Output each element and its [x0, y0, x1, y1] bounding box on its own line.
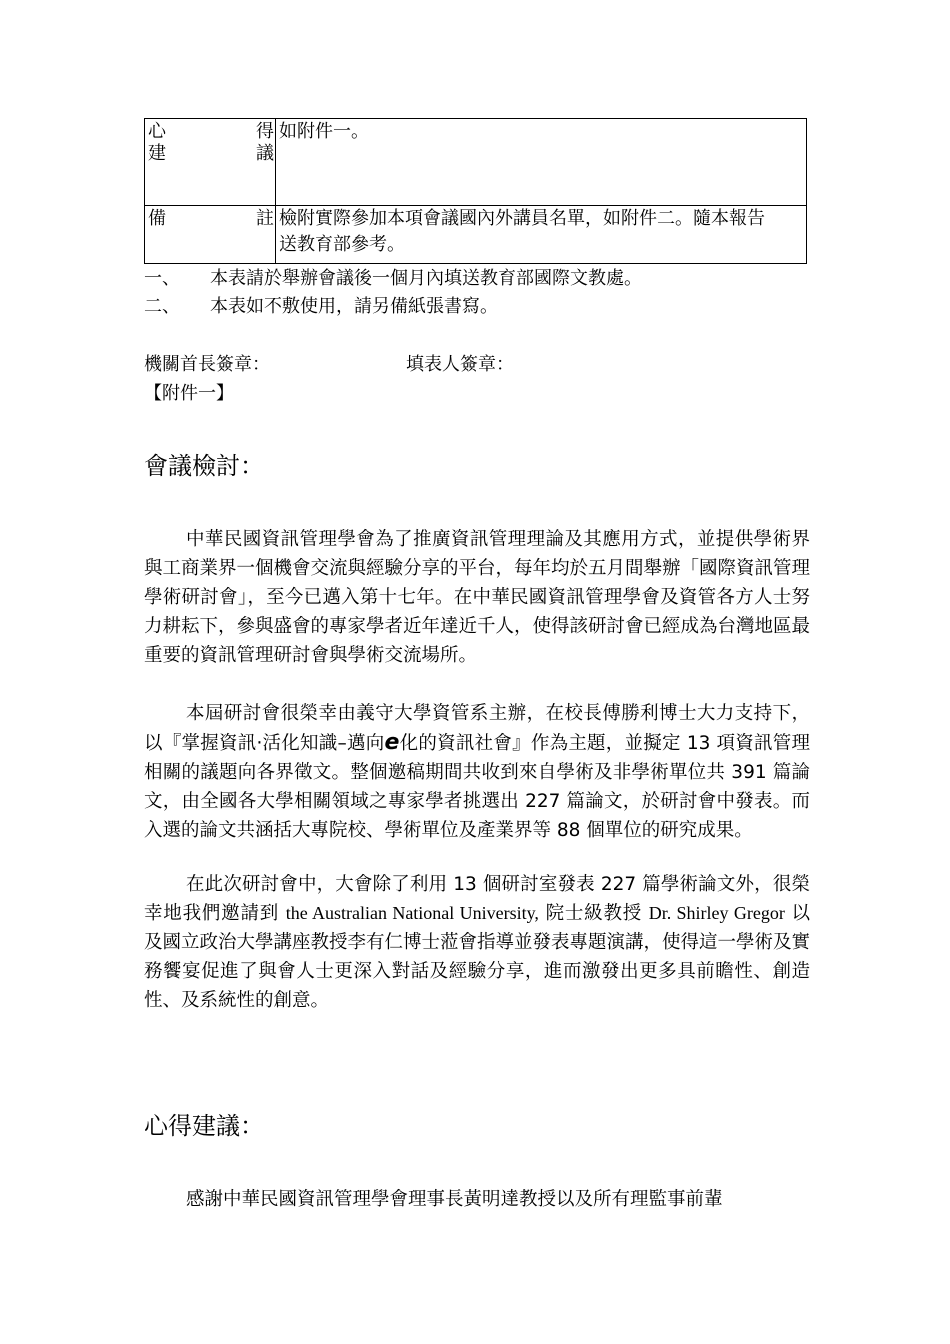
paragraph-text: 以及國立政治大學講座教授李有仁博士蒞會指導並發表專題演講，使得這一學術及實務饗宴促進了與會人士更深入對話及經驗分享，進而激發出更多具前瞻性、創造性、及系統性的創意。: [144, 903, 811, 1011]
section-heading: 會議檢討：: [144, 452, 264, 480]
report-table: [144, 118, 807, 264]
row-label-cell: [145, 206, 276, 264]
row-value-cell: [276, 206, 807, 264]
paragraph: [144, 870, 810, 1015]
note-number: 二、: [144, 296, 180, 317]
row-value-line: 檢附實際參加本項會議國內外講員名單，如附件二。隨本報告: [279, 208, 765, 229]
row-label-cell: [145, 119, 276, 206]
note-text: 本表請於舉辦會議後一個月內填送教育部國際文教處。: [210, 268, 642, 289]
label-char: 議: [256, 143, 274, 164]
row-value-line: 送教育部參考。: [279, 234, 405, 255]
attachment-label: 【附件一】: [144, 383, 234, 404]
paragraph: 中華民國資訊管理學會為了推廣資訊管理理論及其應用方式，並提供學術界與工商業界一個機會交流與經驗分享的平台，每年均於五月間舉辦「國際資訊管理學術研討會」，至今已邁入第十七年。在中華民國資訊管理學會及資管各方人士努力耕耘下，參與盛會的專家學者近年達近千人，使得該研討會已經成為台灣地區最重要的資訊管理研討會與學術交流場所。: [144, 529, 811, 666]
row-value-cell: [276, 119, 807, 206]
signature-head-label: 機關首長簽章：: [144, 354, 270, 375]
paragraph-latin: the Australian National University,: [285, 903, 539, 923]
label-char: 建: [148, 143, 166, 164]
table-row: [145, 206, 807, 264]
paragraph-text: 在此次研討會中，大會除了利用 13 個研討室發表 227 篇學術論文外，很榮幸地我們邀請到: [144, 874, 810, 924]
label-char: 註: [256, 208, 274, 229]
paragraph-latin: Dr. Shirley Gregor: [648, 903, 785, 923]
row-value-text: 如附件一。: [279, 121, 369, 142]
note-number: 一、: [144, 268, 180, 289]
label-char: 得: [256, 121, 274, 142]
paragraph: 感謝中華民國資訊管理學會理事長黃明達教授以及所有理監事前輩: [186, 1189, 723, 1210]
paragraph-text: 本屆研討會很榮幸由義守大學資管系主辦，在校長傅勝利博士大力支持下，以『掌握資訊·活化知識–邁向: [144, 703, 810, 754]
label-char: 心: [148, 121, 166, 142]
e-glyph: e: [384, 730, 400, 755]
paragraph-text: 院士級教授: [538, 903, 649, 924]
note-item: [144, 295, 498, 319]
table-row: [145, 119, 807, 206]
paragraph: [144, 699, 810, 845]
note-text: 本表如不敷使用，請另備紙張書寫。: [210, 296, 498, 317]
label-char: 備: [148, 208, 166, 229]
section-heading: 心得建議：: [144, 1112, 264, 1140]
signature-filler-label: 填表人簽章：: [406, 354, 514, 375]
note-item: [144, 267, 642, 291]
paragraph-text: 化的資訊社會』作為主題，並擬定 13 項資訊管理相關的議題向各界徵文。整個邀稿期間共收到來自學術及非學術單位共 391 篇論文，由全國各大學相關領域之專家學者挑選出 227 篇論文，於研討會中發表。而入選的論文共涵括大專院校、學術單位及產業界等 88 個單位的研究成果。: [144, 733, 810, 841]
